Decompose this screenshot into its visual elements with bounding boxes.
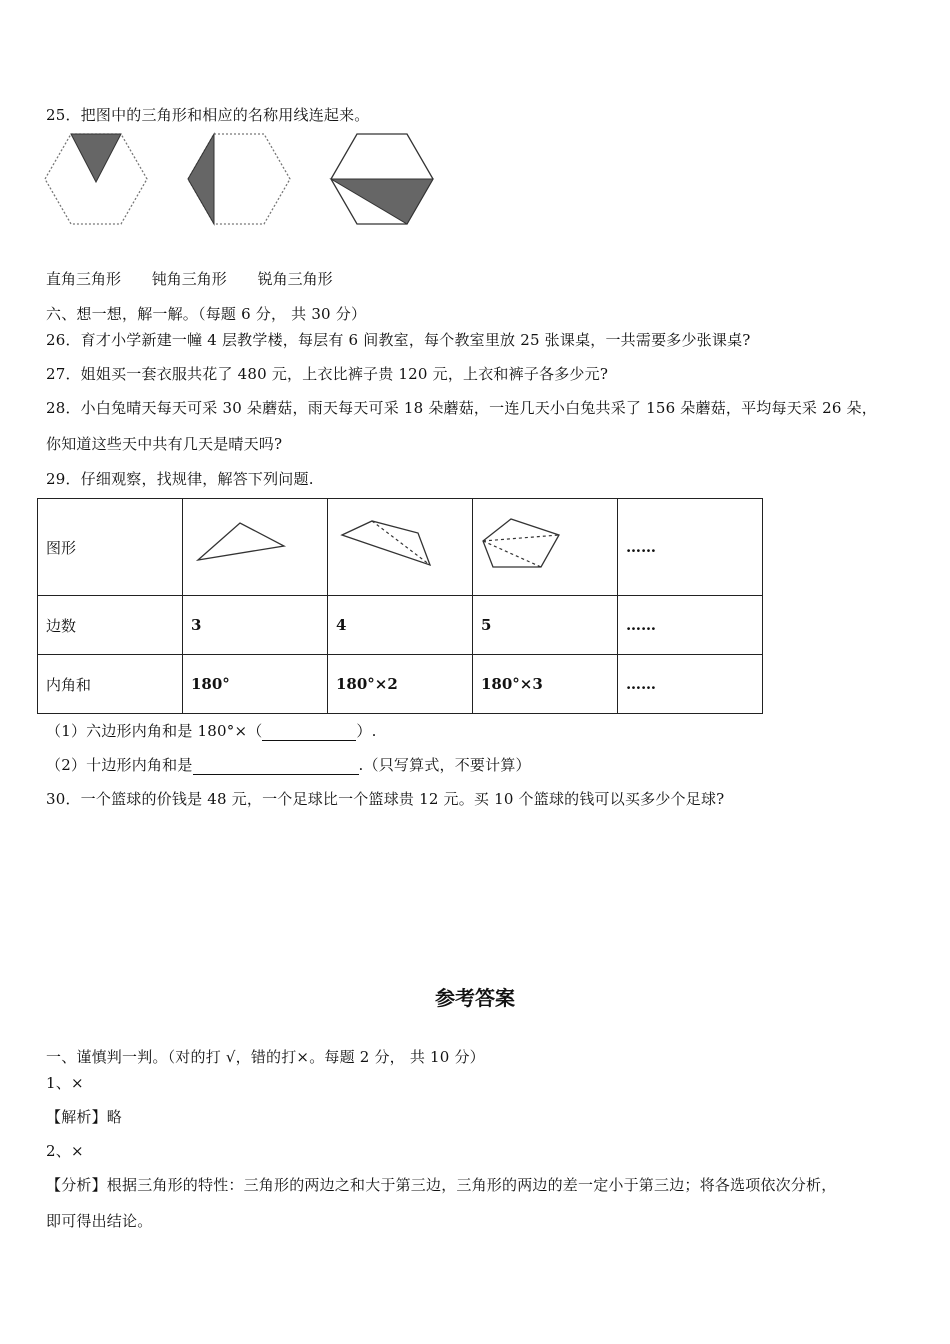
question-25-title: 25．把图中的三角形和相应的名称用线连起来。 bbox=[46, 106, 370, 124]
triangle-shape bbox=[191, 520, 291, 570]
row-label-figure: 图形 bbox=[38, 499, 183, 596]
table-row bbox=[38, 596, 763, 655]
question-26: 26．育才小学新建一幢 4 层教学楼，每层有 6 间教室，每个教室里放 25 张课桌，一共需要多少张课桌? bbox=[46, 331, 751, 349]
sides-ellipsis: …… bbox=[618, 596, 763, 655]
answer-blank-1[interactable] bbox=[262, 722, 356, 741]
hexagon-figures bbox=[44, 132, 444, 227]
figure-pentagon bbox=[473, 499, 618, 596]
answer-blank-2[interactable] bbox=[193, 756, 359, 775]
row-label-sides: 边数 bbox=[38, 596, 183, 655]
figure-ellipsis: …… bbox=[618, 499, 763, 596]
question-29-sub-1 bbox=[46, 720, 377, 741]
hexagon-figure-1 bbox=[45, 134, 147, 224]
figure-triangle bbox=[183, 499, 328, 596]
sub2-prefix: （2）十边形内角和是 bbox=[46, 756, 193, 774]
question-30: 30．一个篮球的价钱是 48 元，一个足球比一个篮球贵 12 元。买 10 个篮球的钱可以买多少个足球? bbox=[46, 790, 725, 808]
answer-1-note: 【解析】略 bbox=[46, 1108, 123, 1126]
sides-value: 3 bbox=[183, 596, 328, 655]
triangle-names bbox=[46, 268, 359, 289]
sub1-prefix: （1）六边形内角和是 180°×（ bbox=[46, 722, 263, 740]
answer-1: 1、× bbox=[46, 1074, 84, 1092]
figure-quadrilateral bbox=[328, 499, 473, 596]
angle-sum-value: 180°×2 bbox=[328, 655, 473, 714]
angle-sum-ellipsis: …… bbox=[618, 655, 763, 714]
angle-sum-value: 180°×3 bbox=[473, 655, 618, 714]
table-row bbox=[38, 499, 763, 596]
angle-sum-value: 180° bbox=[183, 655, 328, 714]
triangle-name-acute: 锐角三角形 bbox=[257, 270, 333, 288]
answers-section-1: 一、谨慎判一判。（对的打 √，错的打×。每题 2 分， 共 10 分） bbox=[46, 1048, 485, 1066]
answers-heading: 参考答案 bbox=[435, 986, 515, 1010]
hexagon-figure-2 bbox=[188, 134, 290, 224]
answer-2: 2、× bbox=[46, 1142, 84, 1160]
question-28-line-1: 28．小白兔晴天每天可采 30 朵蘑菇，雨天每天可采 18 朵蘑菇，一连几天小白兔共采了 156 朵蘑菇，平均每天采 26 朵， bbox=[46, 399, 877, 417]
question-29-sub-2 bbox=[46, 754, 531, 775]
hexagon-figure-3 bbox=[331, 134, 433, 224]
question-27: 27．姐姐买一套衣服共花了 480 元，上衣比裤子贵 120 元，上衣和裤子各多少元? bbox=[46, 365, 609, 383]
sides-value: 5 bbox=[473, 596, 618, 655]
row-label-angle-sum: 内角和 bbox=[38, 655, 183, 714]
answer-2-note-line-2: 即可得出结论。 bbox=[46, 1212, 153, 1230]
quadrilateral-shape bbox=[336, 515, 436, 575]
pattern-table bbox=[37, 498, 763, 714]
triangle-name-right: 直角三角形 bbox=[46, 270, 122, 288]
sub2-suffix: .（只写算式，不要计算） bbox=[358, 756, 531, 774]
table-row bbox=[38, 655, 763, 714]
section-6-heading: 六、想一想，解一解。（每题 6 分， 共 30 分） bbox=[46, 305, 367, 323]
sub1-suffix: ）. bbox=[356, 722, 377, 740]
triangle-name-obtuse: 钝角三角形 bbox=[151, 270, 227, 288]
question-29-title: 29．仔细观察，找规律，解答下列问题. bbox=[46, 470, 314, 488]
pentagon-shape bbox=[481, 513, 571, 577]
question-28-line-2: 你知道这些天中共有几天是晴天吗? bbox=[46, 435, 283, 453]
sides-value: 4 bbox=[328, 596, 473, 655]
answer-2-note-line-1: 【分析】根据三角形的特性：三角形的两边之和大于第三边，三角形的两边的差一定小于第三边；将各选项依次分析， bbox=[46, 1176, 837, 1194]
